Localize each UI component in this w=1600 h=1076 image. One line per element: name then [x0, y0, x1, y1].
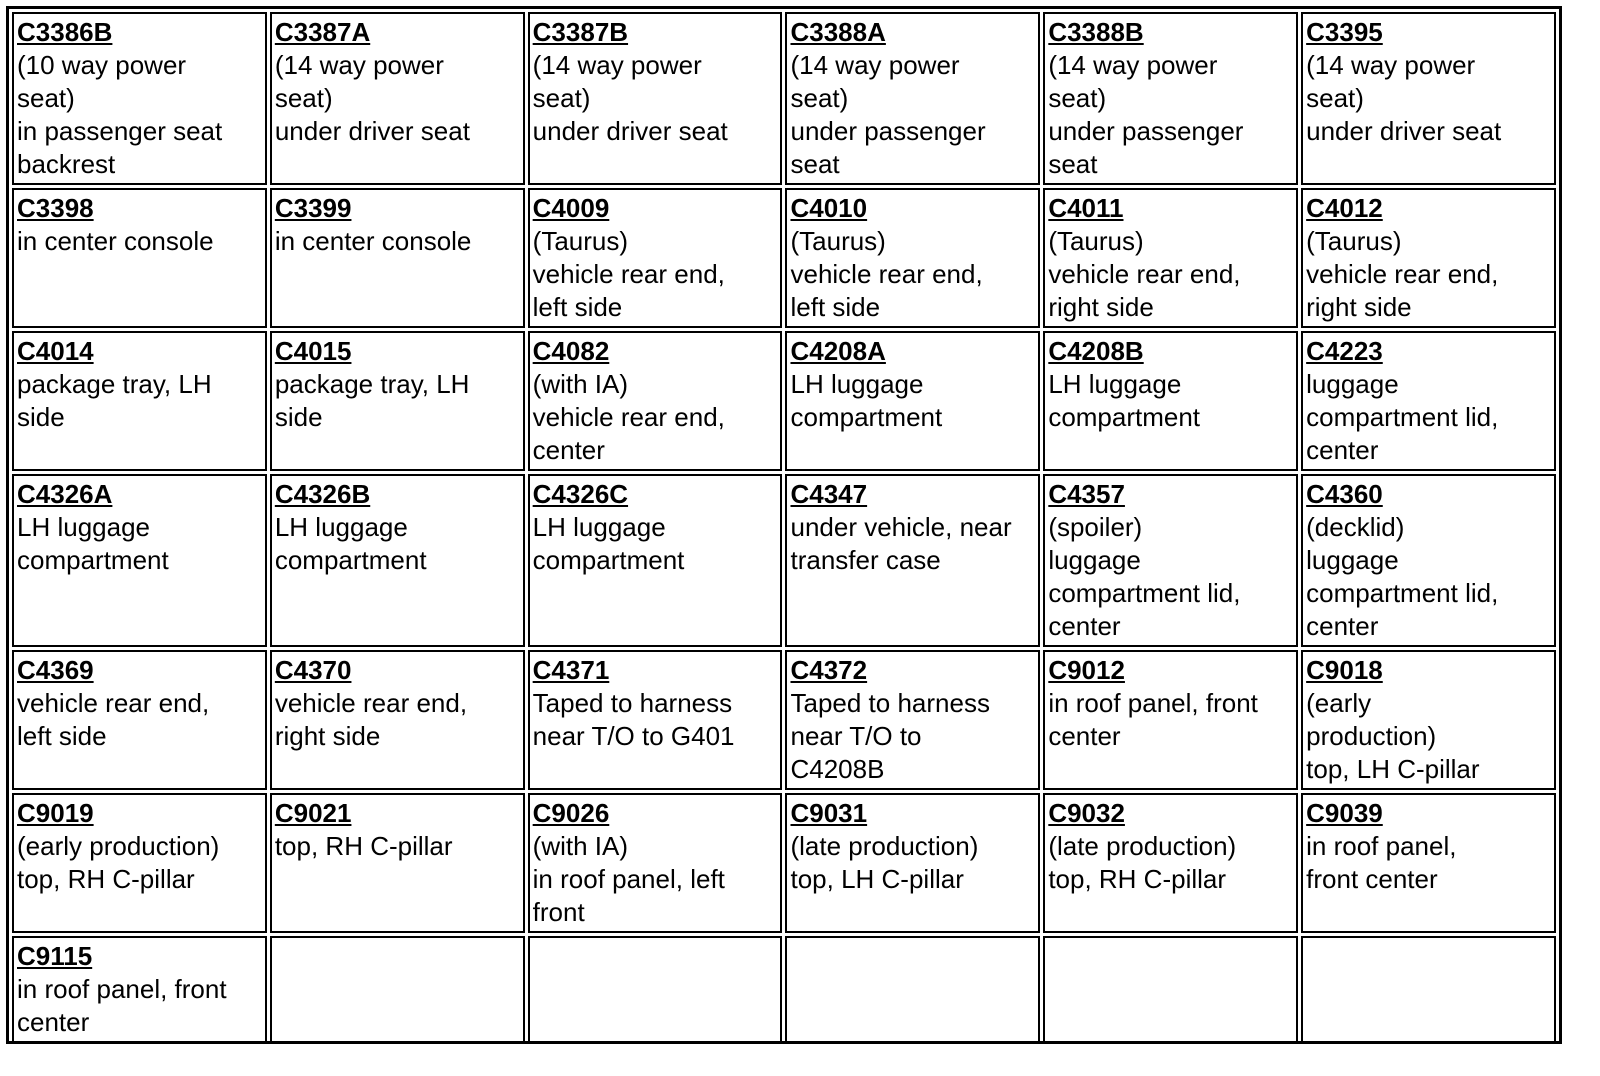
- table-cell: [12, 331, 267, 471]
- location-text: luggage: [1048, 545, 1141, 575]
- location-text: vehicle rear end,: [532, 402, 725, 432]
- location-text: under driver seat: [274, 116, 470, 146]
- connector-code[interactable]: C4326A: [17, 479, 113, 509]
- connector-location-table: [9, 9, 1559, 1046]
- location-text: (14 way power: [790, 50, 960, 80]
- connector-code[interactable]: C3399: [274, 193, 352, 223]
- location-text: vehicle rear end,: [274, 688, 468, 718]
- connector-code[interactable]: C4369: [17, 655, 94, 685]
- location-text: compartment: [274, 545, 427, 575]
- connector-code[interactable]: C3387B: [532, 17, 629, 47]
- table-cell: [270, 331, 525, 471]
- table-cell: [270, 650, 525, 790]
- location-text: luggage: [1306, 369, 1399, 399]
- connector-code[interactable]: C9039: [1306, 798, 1383, 828]
- table-cell: [785, 650, 1040, 790]
- location-text: (early production): [17, 831, 220, 861]
- connector-code[interactable]: C9012: [1048, 655, 1125, 685]
- connector-code[interactable]: C4208B: [1048, 336, 1144, 366]
- connector-code[interactable]: C4223: [1306, 336, 1383, 366]
- location-text: top, LH C-pillar: [1306, 754, 1480, 784]
- table-row: [12, 188, 1556, 328]
- location-text: (Taurus): [790, 226, 886, 256]
- table-row: [12, 793, 1556, 933]
- location-text: compartment lid,: [1048, 578, 1241, 608]
- connector-code[interactable]: C4347: [790, 479, 868, 509]
- location-text: (Taurus): [1306, 226, 1402, 256]
- table-cell: [785, 331, 1040, 471]
- table-cell: [270, 474, 525, 647]
- location-text: in roof panel, front: [17, 974, 227, 1004]
- location-text: in roof panel,: [1306, 831, 1457, 861]
- location-text: under passenger: [1048, 116, 1244, 146]
- table-row: [12, 474, 1556, 647]
- location-text: right side: [274, 721, 381, 751]
- location-text: in passenger seat: [17, 116, 223, 146]
- connector-code[interactable]: C4370: [274, 655, 352, 685]
- location-text: seat): [274, 83, 333, 113]
- location-text: vehicle rear end,: [17, 688, 210, 718]
- table-cell: [1043, 331, 1298, 471]
- table-cell: [528, 331, 783, 471]
- connector-code[interactable]: C4326C: [532, 479, 629, 509]
- location-text: under driver seat: [1306, 116, 1502, 146]
- location-text: package tray, LH: [274, 369, 470, 399]
- location-text: seat): [17, 83, 75, 113]
- location-text: center: [1048, 721, 1121, 751]
- connector-code[interactable]: C4014: [17, 336, 94, 366]
- location-text: center: [1306, 435, 1379, 465]
- connector-code[interactable]: C3388B: [1048, 17, 1144, 47]
- location-text: center: [532, 435, 605, 465]
- location-text: (14 way power: [532, 50, 702, 80]
- location-text: seat: [1048, 149, 1098, 179]
- table-cell: [785, 188, 1040, 328]
- location-text: in roof panel, front: [1048, 688, 1258, 718]
- location-text: top, RH C-pillar: [274, 831, 453, 861]
- table-cell: [1301, 936, 1556, 1043]
- connector-code[interactable]: C4326B: [274, 479, 371, 509]
- table-cell: [1043, 793, 1298, 933]
- location-text: LH luggage: [1048, 369, 1182, 399]
- location-text: (10 way power: [17, 50, 187, 80]
- table-cell: [270, 12, 525, 185]
- table-cell: [785, 793, 1040, 933]
- connector-code[interactable]: C3398: [17, 193, 94, 223]
- table-cell: [12, 936, 267, 1043]
- connector-code[interactable]: C3387A: [274, 17, 371, 47]
- location-text: compartment lid,: [1306, 402, 1499, 432]
- location-text: left side: [790, 292, 881, 322]
- table-row: [12, 650, 1556, 790]
- table-cell: [785, 12, 1040, 185]
- location-text: compartment lid,: [1306, 578, 1499, 608]
- table-cell: [785, 936, 1040, 1043]
- connector-code[interactable]: C9115: [17, 941, 93, 971]
- table-cell: [270, 793, 525, 933]
- table-cell: [1043, 474, 1298, 647]
- location-text: top, LH C-pillar: [790, 864, 964, 894]
- connector-code[interactable]: C4011: [1048, 193, 1124, 223]
- location-text: package tray, LH: [17, 369, 212, 399]
- location-text: (late production): [790, 831, 979, 861]
- table-cell: [12, 650, 267, 790]
- connector-code[interactable]: C4371: [532, 655, 610, 685]
- table-body: [12, 12, 1556, 1043]
- location-text: LH luggage: [17, 512, 150, 542]
- table-cell: [528, 474, 783, 647]
- location-text: backrest: [17, 149, 116, 179]
- location-text: left side: [532, 292, 623, 322]
- location-text: (14 way power: [1048, 50, 1218, 80]
- location-text: seat): [1048, 83, 1107, 113]
- table-cell: [528, 12, 783, 185]
- connector-code[interactable]: C4010: [790, 193, 868, 223]
- location-text: compartment: [532, 545, 685, 575]
- table-cell: [528, 188, 783, 328]
- location-text: (early: [1306, 688, 1372, 718]
- location-text: near T/O to: [790, 721, 922, 751]
- table-row: [12, 936, 1556, 1043]
- location-text: (with IA): [532, 369, 628, 399]
- table-cell: [12, 474, 267, 647]
- table-cell: [1043, 650, 1298, 790]
- connector-location-table-frame: [6, 6, 1562, 1044]
- location-text: seat): [790, 83, 849, 113]
- connector-code[interactable]: C4357: [1048, 479, 1125, 509]
- location-text: LH luggage: [532, 512, 666, 542]
- connector-code[interactable]: C9026: [532, 798, 610, 828]
- location-text: top, RH C-pillar: [1048, 864, 1227, 894]
- location-text: front: [532, 897, 585, 927]
- table-cell: [1301, 12, 1556, 185]
- location-text: (decklid): [1306, 512, 1405, 542]
- location-text: (with IA): [532, 831, 628, 861]
- table-cell: [12, 12, 267, 185]
- location-text: luggage: [1306, 545, 1399, 575]
- table-row: [12, 331, 1556, 471]
- location-text: seat): [532, 83, 591, 113]
- connector-code[interactable]: C9021: [274, 798, 352, 828]
- table-cell: [1043, 188, 1298, 328]
- location-text: (late production): [1048, 831, 1237, 861]
- location-text: center: [17, 1007, 90, 1037]
- connector-code[interactable]: C3386B: [17, 17, 113, 47]
- location-text: under passenger: [790, 116, 986, 146]
- location-text: in roof panel, left: [532, 864, 725, 894]
- connector-code[interactable]: C4015: [274, 336, 352, 366]
- connector-code[interactable]: C9031: [790, 798, 868, 828]
- table-cell: [528, 793, 783, 933]
- location-text: Taped to harness: [790, 688, 990, 718]
- table-cell: [785, 474, 1040, 647]
- table-row: [12, 12, 1556, 185]
- location-text: (14 way power: [1306, 50, 1476, 80]
- connector-code[interactable]: C9032: [1048, 798, 1125, 828]
- location-text: transfer case: [790, 545, 941, 575]
- location-text: vehicle rear end,: [532, 259, 725, 289]
- table-cell: [270, 936, 525, 1043]
- connector-code[interactable]: C9019: [17, 798, 94, 828]
- table-cell: [528, 936, 783, 1043]
- location-text: side: [274, 402, 323, 432]
- location-text: left side: [17, 721, 107, 751]
- location-text: seat): [1306, 83, 1364, 113]
- connector-code[interactable]: C3388A: [790, 17, 886, 47]
- location-text: (Taurus): [1048, 226, 1144, 256]
- location-text: LH luggage: [790, 369, 924, 399]
- location-text: center: [1306, 611, 1379, 641]
- location-text: Taped to harness: [532, 688, 733, 718]
- table-cell: [1043, 936, 1298, 1043]
- location-text: in center console: [17, 226, 214, 256]
- location-text: (Taurus): [532, 226, 629, 256]
- connector-code[interactable]: C9018: [1306, 655, 1383, 685]
- location-text: seat: [790, 149, 840, 179]
- table-cell: [1043, 12, 1298, 185]
- location-text: top, RH C-pillar: [17, 864, 195, 894]
- connector-code[interactable]: C4372: [790, 655, 868, 685]
- location-text: production): [1306, 721, 1437, 751]
- table-cell: [528, 650, 783, 790]
- location-text: near T/O to G401: [532, 721, 735, 751]
- location-text: vehicle rear end,: [1048, 259, 1241, 289]
- location-text: compartment: [790, 402, 943, 432]
- location-text: compartment: [1048, 402, 1201, 432]
- location-text: side: [17, 402, 65, 432]
- location-text: vehicle rear end,: [1306, 259, 1499, 289]
- connector-code[interactable]: C4009: [532, 193, 610, 223]
- table-cell: [270, 188, 525, 328]
- table-cell: [1301, 793, 1556, 933]
- location-text: (spoiler): [1048, 512, 1143, 542]
- table-cell: [12, 793, 267, 933]
- location-text: under driver seat: [532, 116, 728, 146]
- connector-code[interactable]: C4012: [1306, 193, 1383, 223]
- table-cell: [1301, 331, 1556, 471]
- location-text: right side: [1048, 292, 1154, 322]
- connector-code[interactable]: C4360: [1306, 479, 1383, 509]
- location-text: front center: [1306, 864, 1438, 894]
- location-text: (14 way power: [274, 50, 444, 80]
- connector-code[interactable]: C3395: [1306, 17, 1383, 47]
- connector-code[interactable]: C4208A: [790, 336, 886, 366]
- location-text: compartment: [17, 545, 169, 575]
- table-cell: [1301, 650, 1556, 790]
- connector-code[interactable]: C4082: [532, 336, 610, 366]
- location-text: under vehicle, near: [790, 512, 1012, 542]
- table-cell: [1301, 188, 1556, 328]
- location-text: right side: [1306, 292, 1412, 322]
- location-text: LH luggage: [274, 512, 408, 542]
- location-text: in center console: [274, 226, 472, 256]
- table-cell: [1301, 474, 1556, 647]
- table-cell: [12, 188, 267, 328]
- location-text: center: [1048, 611, 1121, 641]
- location-text: C4208B: [790, 754, 885, 784]
- location-text: vehicle rear end,: [790, 259, 983, 289]
